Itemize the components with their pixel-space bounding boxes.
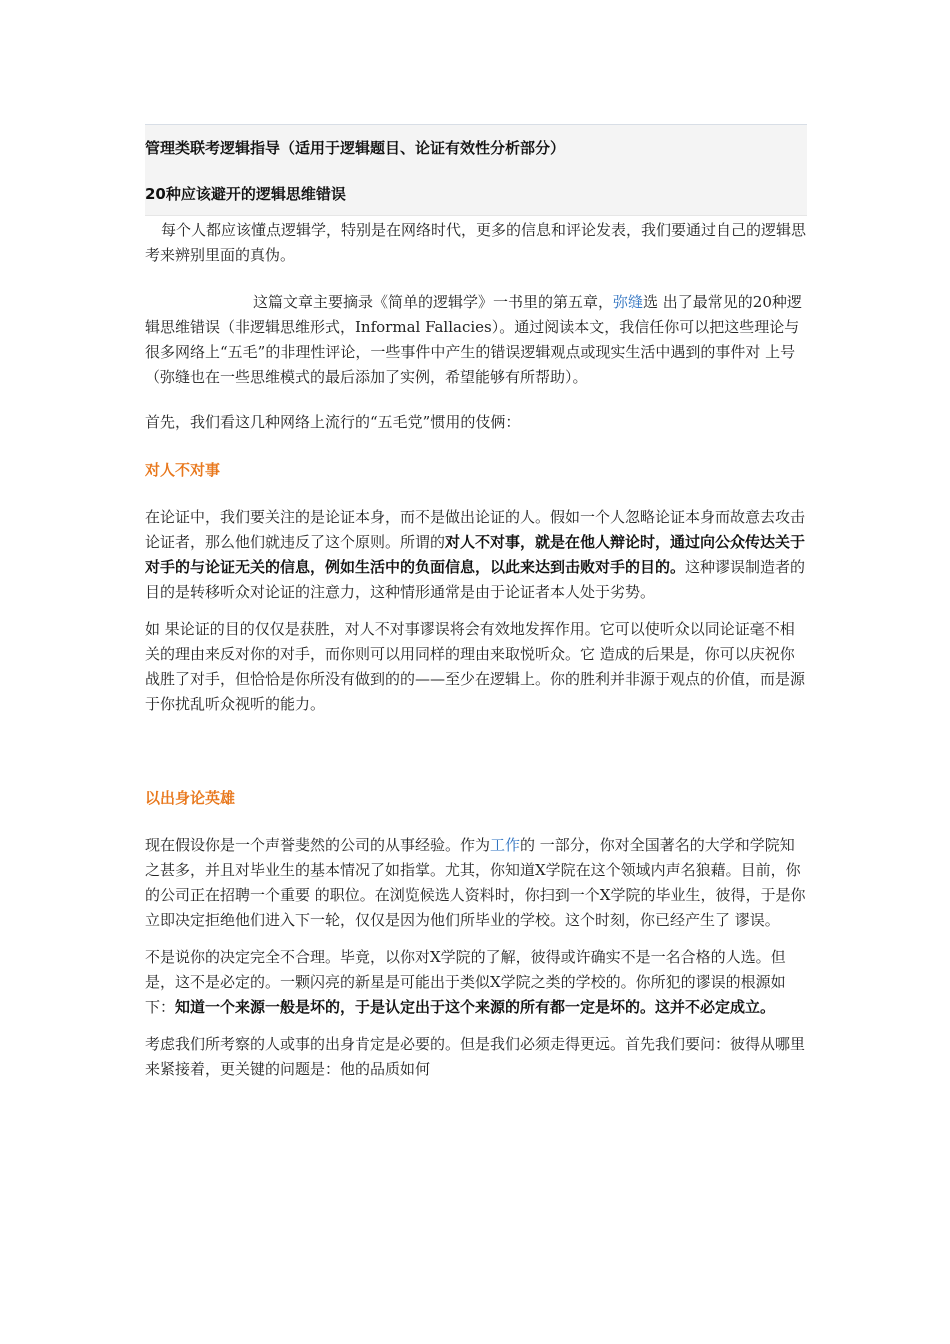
page-subtitle: 20种应该避开的逻辑思维错误 (145, 185, 346, 203)
section2-text-post: 的 一部分，你对全国著名的大学和学院知之甚多，并且对毕业生的基本情况了如指掌。尤其，你知道X学院在这个领域内声名狼藉。目前，你的公司正在招聘一个重要 的职位。在浏览候选人资料时，你扫到一个X学院的毕业生，彼得，于是你立即决定拒绝他们进入下一轮，仅仅是因为他们所毕业的学校。这个时刻，你已经产生了 谬误。 (145, 836, 806, 929)
section1-definition-bold: 对人不对事，就是在他人辩论时，通过向公众传达关于对手的与论证无关的信息，例如生活中的负面信息，以此来达到击败对手的目的。 (145, 533, 806, 576)
section-heading-ad-hominem: 对人不对事 (145, 461, 221, 479)
work-link[interactable]: 工作 (490, 836, 521, 854)
section2-paragraph-1 (145, 833, 807, 933)
section2-paragraph-3: 考虑我们所考察的人或事的出身肯定是必要的。但是我们必须走得更远。首先我们要问：彼得从哪里来紧接着，更关键的问题是：他的品质如何 (145, 1035, 806, 1078)
section1-paragraph-1 (145, 505, 807, 605)
source-text-pre: 这篇文章主要摘录《简单的逻辑学》一书里的第五章， (253, 293, 614, 311)
section2-paragraph-2 (145, 945, 807, 1020)
first-line-paragraph: 首先，我们看这几种网络上流行的“五毛党”惯用的伎俩： (145, 413, 521, 431)
author-link[interactable]: 弥缝 (613, 293, 644, 311)
source-paragraph (145, 290, 807, 390)
source-text-post: 选 出了最常见的20种逻辑思维错误（非逻辑思维形式，Informal Fallacies）。通过阅读本文，我信任你可以把这些理论与很多网络上“五毛”的非理性评论，一些事件中产生的错误逻辑观点或现实生活中遇到的事件对 上号（弥缝也在一些思维模式的最后添加了实例，希望能够有所帮助）。 (145, 293, 802, 386)
section2-conclusion-bold: 知道一个来源一般是坏的，于是认定出于这个来源的所有都一定是坏的。这并不必定成立。 (175, 998, 776, 1016)
intro-paragraph: 每个人都应该懂点逻辑学，特别是在网络时代，更多的信息和评论发表，我们要通过自己的逻辑思考来辨别里面的真伪。 (145, 221, 807, 264)
section1-text-post: 这种谬误制造者的目的是转移听众对论证的注意力，这种情形通常是由于论证者本人处于劣势。 (145, 558, 806, 601)
section2-p2-text-pre: 不是说你的决定完全不合理。毕竟，以你对X学院的了解，彼得或许确实不是一名合格的人选。但是，这不是必定的。一颗闪亮的新星是可能出于类似X学院之类的学校的。你所犯的谬误的根源如下： (145, 948, 786, 1016)
section1-text-pre: 在论证中，我们要关注的是论证本身，而不是做出论证的人。假如一个人忽略论证本身而故意去攻击论证者，那么他们就违反了这个原则。所谓的 (145, 508, 806, 551)
section-heading-genetic-fallacy: 以出身论英雄 (145, 789, 236, 807)
section1-paragraph-2: 如 果论证的目的仅仅是获胜，对人不对事谬误将会有效地发挥作用。它可以使听众以同论证毫不相关的理由来反对你的对手，而你则可以用同样的理由来取悦听众。它 造成的后果是，你可以庆祝你战胜了对手，但恰恰是你所没有做到的的——至少在逻辑上。你的胜利并非源于观点的价值，而是源于你扰乱听众视听的能力。 (145, 620, 806, 713)
title-box (145, 124, 807, 216)
article (145, 124, 807, 1082)
section2-text-pre: 现在假设你是一个声誉斐然的公司的从事经验。作为 (145, 836, 491, 854)
page-title: 管理类联考逻辑指导（适用于逻辑题目、论证有效性分析部分） (145, 139, 566, 157)
